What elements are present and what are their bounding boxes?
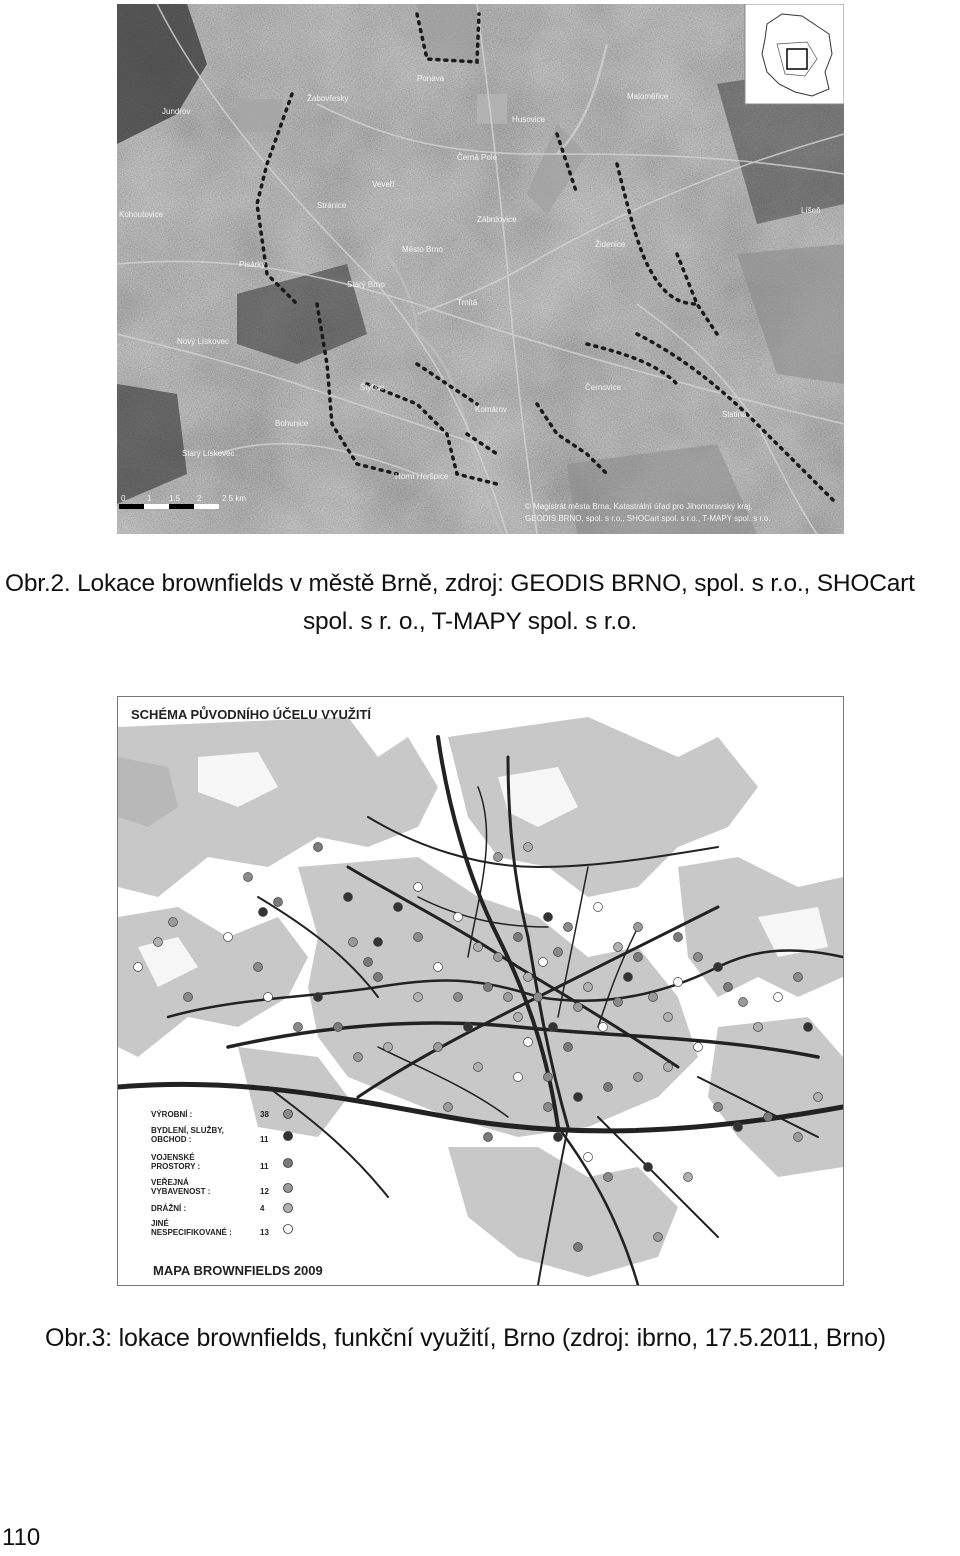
legend-label: VÝROBNÍ : xyxy=(151,1110,193,1119)
legend-label: BYDLENÍ, SLUŽBY, xyxy=(151,1126,224,1135)
schematic-title: SCHÉMA PŮVODNÍHO ÚČELU VYUŽITÍ xyxy=(131,707,372,722)
svg-text:© Magistrát města Brna, Katast: © Magistrát města Brna, Katastrální úřad pro Jihomoravský kraj, xyxy=(525,502,753,511)
place-label: Jundrov xyxy=(162,107,191,116)
legend-label: JINÉ xyxy=(151,1219,169,1228)
brownfield-dot xyxy=(649,993,658,1002)
brownfield-dot xyxy=(414,933,423,942)
brownfield-dot xyxy=(614,998,623,1007)
brownfield-dot xyxy=(734,1123,743,1132)
place-label: Štýřice xyxy=(360,383,385,392)
legend-marker xyxy=(284,1110,293,1119)
legend-label: NESPECIFIKOVANÉ : xyxy=(151,1228,232,1237)
brownfield-dot xyxy=(524,843,533,852)
place-label: Husovice xyxy=(512,115,545,124)
brownfield-dot xyxy=(794,1133,803,1142)
brownfield-dot xyxy=(474,943,483,952)
legend-label: PROSTORY : xyxy=(151,1162,201,1171)
brownfield-dot xyxy=(574,1243,583,1252)
aerial-map-figure xyxy=(117,4,844,534)
brownfield-dot xyxy=(534,993,543,1002)
brownfield-dot xyxy=(634,923,643,932)
brownfield-dot xyxy=(454,993,463,1002)
brownfield-dot xyxy=(434,1043,443,1052)
brownfield-dot xyxy=(344,893,353,902)
place-label: Bohunice xyxy=(275,419,309,428)
brownfield-dot xyxy=(184,993,193,1002)
brownfield-dot xyxy=(374,973,383,982)
place-label: Líšeň xyxy=(801,206,821,215)
brownfield-dot xyxy=(504,993,513,1002)
legend-marker xyxy=(284,1204,293,1213)
legend-marker xyxy=(284,1184,293,1193)
brownfield-dot xyxy=(244,873,253,882)
brownfield-dot xyxy=(574,1003,583,1012)
brownfield-dot xyxy=(224,933,233,942)
brownfield-dot xyxy=(664,1063,673,1072)
brownfield-dot xyxy=(544,1073,553,1082)
brownfield-dot xyxy=(674,933,683,942)
figure-caption-line-2: spol. s r. o., T-MAPY spol. s r.o. xyxy=(303,608,638,635)
svg-text:GEODIS BRNO, spol. s r.o., SHO: GEODIS BRNO, spol. s r.o., SHOCart spol. s r.o., T-MAPY spol. s r.o. xyxy=(525,514,771,523)
brownfield-dot xyxy=(724,983,733,992)
brownfield-dot xyxy=(544,913,553,922)
brownfield-dot xyxy=(169,918,178,927)
brownfield-dot xyxy=(604,1173,613,1182)
brownfield-dot xyxy=(134,963,143,972)
figure-caption-line-1: Obr.2. Lokace brownfields v městě Brně, zdroj: GEODIS BRNO, spol. s r.o., SHOCart xyxy=(5,570,915,597)
brownfield-dot xyxy=(614,943,623,952)
brownfield-dot xyxy=(634,1073,643,1082)
brownfield-dot xyxy=(754,1023,763,1032)
brownfield-dot xyxy=(444,1103,453,1112)
brownfield-dot xyxy=(554,948,563,957)
light-patch xyxy=(477,94,507,124)
brownfield-dot xyxy=(394,903,403,912)
place-label: Židenice xyxy=(595,240,626,249)
brownfield-dot xyxy=(494,853,503,862)
place-label: Komárov xyxy=(475,405,508,414)
place-label: Maloměřice xyxy=(627,92,669,101)
brownfield-dot xyxy=(254,963,263,972)
place-label: Nový Lískovec xyxy=(177,337,230,346)
brownfield-dot xyxy=(564,1043,573,1052)
brownfield-dot xyxy=(484,1133,493,1142)
brownfield-dot xyxy=(714,963,723,972)
brownfield-dot xyxy=(634,953,643,962)
place-label: Slatina xyxy=(722,410,747,419)
brownfield-dot xyxy=(154,938,163,947)
brownfield-dot xyxy=(384,1043,393,1052)
brownfield-dot xyxy=(544,1103,553,1112)
brownfield-dot xyxy=(549,1023,558,1032)
place-label: Kohoutovice xyxy=(119,210,164,219)
place-label: Černá Pole xyxy=(457,153,498,162)
brownfield-dot xyxy=(474,1063,483,1072)
place-label: Trnitá xyxy=(457,298,478,307)
brownfield-dot xyxy=(604,1083,613,1092)
brownfield-dot xyxy=(644,1163,653,1172)
brownfield-dot xyxy=(514,1013,523,1022)
brownfield-dot xyxy=(814,1093,823,1102)
page-number: 110 xyxy=(2,1524,41,1551)
brownfield-dot xyxy=(314,993,323,1002)
brownfield-dot xyxy=(349,938,358,947)
place-label: Horní Heršpice xyxy=(395,472,449,481)
schematic-map-figure xyxy=(117,696,844,1286)
brownfield-dot xyxy=(354,1053,363,1062)
place-label: Starý Brno xyxy=(347,280,385,289)
brownfield-dot xyxy=(714,1103,723,1112)
place-label: Město Brno xyxy=(402,245,443,254)
schematic-map-canvas xyxy=(118,697,843,1285)
scale-label: 2.5 km xyxy=(222,494,247,503)
brownfield-dot xyxy=(554,1133,563,1142)
brownfield-dot xyxy=(674,978,683,987)
place-label: Veveří xyxy=(372,180,395,189)
brownfield-dot xyxy=(739,998,748,1007)
brownfield-dot xyxy=(584,983,593,992)
brownfield-dot xyxy=(694,953,703,962)
legend-label: VYBAVENOST : xyxy=(151,1187,211,1196)
brownfield-dot xyxy=(294,1023,303,1032)
legend-count: 11 xyxy=(260,1162,269,1171)
brownfield-dot xyxy=(774,993,783,1002)
legend-marker xyxy=(284,1159,293,1168)
legend-count: 4 xyxy=(260,1204,265,1213)
aerial-map-canvas xyxy=(117,4,844,534)
brownfield-dot xyxy=(434,963,443,972)
scale-label: 1 xyxy=(147,494,152,503)
brownfield-dot xyxy=(654,1233,663,1242)
place-label: Zábrdovice xyxy=(477,215,517,224)
brownfield-dot xyxy=(599,1023,608,1032)
brownfield-dot xyxy=(374,938,383,947)
legend-count: 13 xyxy=(260,1228,269,1237)
inset-locator-map xyxy=(745,4,844,104)
brownfield-dot xyxy=(524,1038,533,1047)
scale-label: 2 xyxy=(197,494,202,503)
brownfield-dot xyxy=(524,973,533,982)
brownfield-dot xyxy=(574,1093,583,1102)
legend-label: VOJENSKÉ xyxy=(151,1153,195,1162)
place-label: Ponava xyxy=(417,74,445,83)
legend-label: VEŘEJNÁ xyxy=(151,1178,189,1187)
brownfield-dot xyxy=(539,958,548,967)
brownfield-dot xyxy=(694,1043,703,1052)
brownfield-dot xyxy=(264,993,273,1002)
brownfield-dot xyxy=(584,1153,593,1162)
brownfield-dot xyxy=(764,1113,773,1122)
schematic-footer: MAPA BROWNFIELDS 2009 xyxy=(153,1263,323,1278)
brownfield-dot xyxy=(684,1173,693,1182)
brownfield-dot xyxy=(414,883,423,892)
legend-marker xyxy=(284,1132,293,1141)
legend-marker xyxy=(284,1225,293,1234)
brownfield-dot xyxy=(314,843,323,852)
brownfield-dot xyxy=(259,908,268,917)
legend-count: 12 xyxy=(260,1187,269,1196)
brownfield-dot xyxy=(414,993,423,1002)
light-patch xyxy=(237,99,282,132)
brownfield-dot xyxy=(594,903,603,912)
brownfield-dot xyxy=(564,923,573,932)
place-label: Stránice xyxy=(317,201,347,210)
legend-count: 38 xyxy=(260,1110,269,1119)
brownfield-dot xyxy=(484,983,493,992)
brownfield-dot xyxy=(464,1023,473,1032)
scale-label: 0 xyxy=(121,494,126,503)
scale-label: 1.5 xyxy=(169,494,181,503)
brownfield-dot xyxy=(364,958,373,967)
legend-count: 11 xyxy=(260,1135,269,1144)
place-label: Starý Lískovec xyxy=(182,449,235,458)
brownfield-dot xyxy=(494,953,503,962)
place-label: Pisárky xyxy=(239,260,266,269)
brownfield-dot xyxy=(664,1013,673,1022)
brownfield-dot xyxy=(514,1073,523,1082)
brownfield-dot xyxy=(804,1023,813,1032)
brownfield-dot xyxy=(274,898,283,907)
place-label: Černovice xyxy=(585,383,622,392)
brownfield-dot xyxy=(514,933,523,942)
brownfield-dot xyxy=(454,913,463,922)
brownfield-dot xyxy=(334,1023,343,1032)
place-label: Žabovřesky xyxy=(307,94,349,103)
figure-caption-2: Obr.3: lokace brownfields, funkční využití, Brno (zdroj: ibrno, 17.5.2011, Brno) xyxy=(45,1324,886,1352)
brownfield-dot xyxy=(794,973,803,982)
legend-label: OBCHOD : xyxy=(151,1135,192,1144)
legend-label: DRÁŽNÍ : xyxy=(151,1204,187,1213)
brownfield-dot xyxy=(624,973,633,982)
